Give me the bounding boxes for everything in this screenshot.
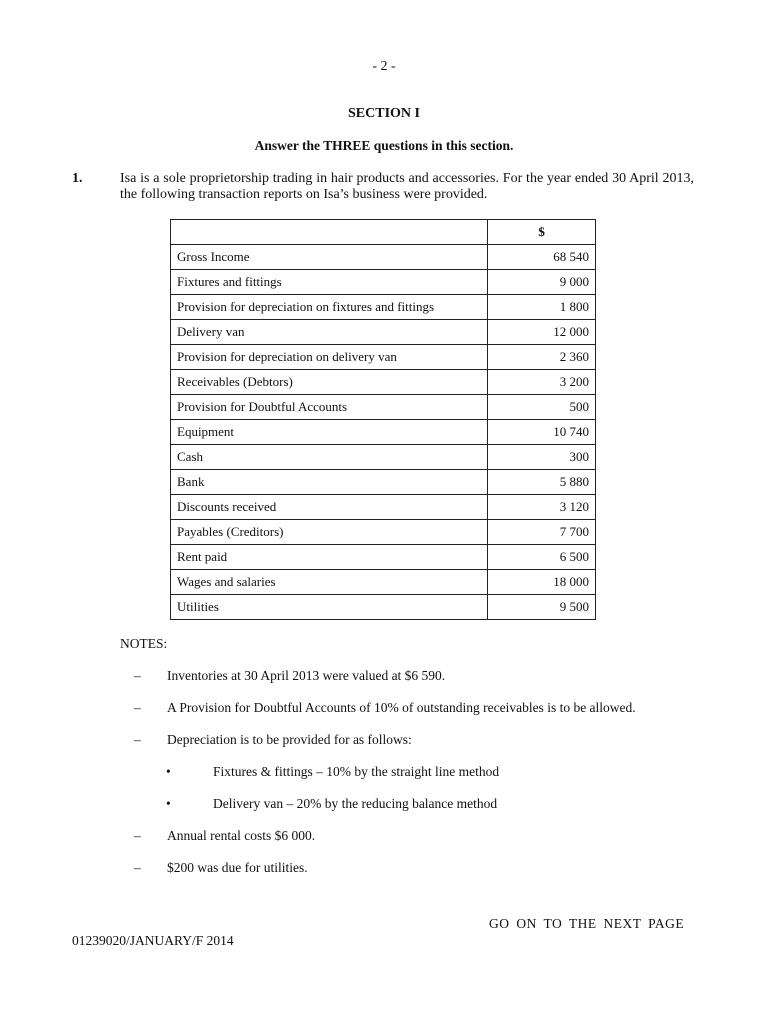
table-row xyxy=(171,345,596,370)
go-on-next-page: GO ON TO THE NEXT PAGE xyxy=(489,916,685,931)
table-row xyxy=(171,545,596,570)
table-row xyxy=(171,470,596,495)
section-title: SECTION I xyxy=(348,106,420,121)
bullet-marker: • xyxy=(166,764,171,779)
instruction: Answer the THREE questions in this section. xyxy=(254,138,514,153)
row-amount: 10 740 xyxy=(488,420,596,445)
row-item: Provision for Doubtful Accounts xyxy=(171,395,488,420)
row-amount: 6 500 xyxy=(488,545,596,570)
row-item: Wages and salaries xyxy=(171,570,488,595)
table-row xyxy=(171,595,596,620)
table-row xyxy=(171,320,596,345)
row-amount: 9 500 xyxy=(488,595,596,620)
currency-header: $ xyxy=(488,220,596,245)
dash-marker: – xyxy=(134,860,141,875)
dash-marker: – xyxy=(134,668,141,683)
table-row xyxy=(171,370,596,395)
row-item: Equipment xyxy=(171,420,488,445)
table-row xyxy=(171,520,596,545)
row-item: Provision for depreciation on fixtures and fittings xyxy=(171,295,488,320)
row-item: Discounts received xyxy=(171,495,488,520)
transaction-table xyxy=(170,219,596,620)
sub-note-text: Fixtures & fittings – 10% by the straight line method xyxy=(213,764,500,779)
row-amount: 3 200 xyxy=(488,370,596,395)
row-item: Bank xyxy=(171,470,488,495)
note-text: A Provision for Doubtful Accounts of 10% of outstanding receivables is to be allowed. xyxy=(167,700,636,715)
table-row xyxy=(171,295,596,320)
table-row xyxy=(171,420,596,445)
row-item: Fixtures and fittings xyxy=(171,270,488,295)
row-amount: 9 000 xyxy=(488,270,596,295)
table-header-row xyxy=(171,220,596,245)
row-amount: 7 700 xyxy=(488,520,596,545)
row-item: Provision for depreciation on delivery van xyxy=(171,345,488,370)
row-amount: 18 000 xyxy=(488,570,596,595)
note-text: $200 was due for utilities. xyxy=(167,860,308,875)
header-blank-cell xyxy=(171,220,488,245)
row-amount: 500 xyxy=(488,395,596,420)
dash-marker: – xyxy=(134,828,141,843)
row-amount: 3 120 xyxy=(488,495,596,520)
page-number: - 2 - xyxy=(372,59,396,74)
table-row xyxy=(171,445,596,470)
row-item: Rent paid xyxy=(171,545,488,570)
row-item: Cash xyxy=(171,445,488,470)
row-item: Receivables (Debtors) xyxy=(171,370,488,395)
notes-label: NOTES: xyxy=(120,636,168,651)
note-text: Annual rental costs $6 000. xyxy=(167,828,316,843)
table-row xyxy=(171,245,596,270)
row-amount: 1 800 xyxy=(488,295,596,320)
table-row xyxy=(171,570,596,595)
bullet-marker: • xyxy=(166,796,171,811)
row-item: Gross Income xyxy=(171,245,488,270)
row-item: Utilities xyxy=(171,595,488,620)
row-amount: 300 xyxy=(488,445,596,470)
row-item: Payables (Creditors) xyxy=(171,520,488,545)
note-text: Depreciation is to be provided for as follows: xyxy=(167,732,412,747)
dash-marker: – xyxy=(134,732,141,747)
question-text: Isa is a sole proprietorship trading in hair products and accessories. For the year ended 30 April 2013, the following transaction reports on Isa’s business were provided. xyxy=(120,171,694,202)
table-row xyxy=(171,395,596,420)
row-amount: 68 540 xyxy=(488,245,596,270)
paper-code: 01239020/JANUARY/F 2014 xyxy=(72,933,234,948)
dash-marker: – xyxy=(134,700,141,715)
table-row xyxy=(171,495,596,520)
row-amount: 12 000 xyxy=(488,320,596,345)
note-text: Inventories at 30 April 2013 were valued at $6 590. xyxy=(167,668,446,683)
question-number: 1. xyxy=(72,171,83,186)
row-amount: 2 360 xyxy=(488,345,596,370)
row-item: Delivery van xyxy=(171,320,488,345)
table-row xyxy=(171,270,596,295)
row-amount: 5 880 xyxy=(488,470,596,495)
sub-note-text: Delivery van – 20% by the reducing balance method xyxy=(213,796,498,811)
